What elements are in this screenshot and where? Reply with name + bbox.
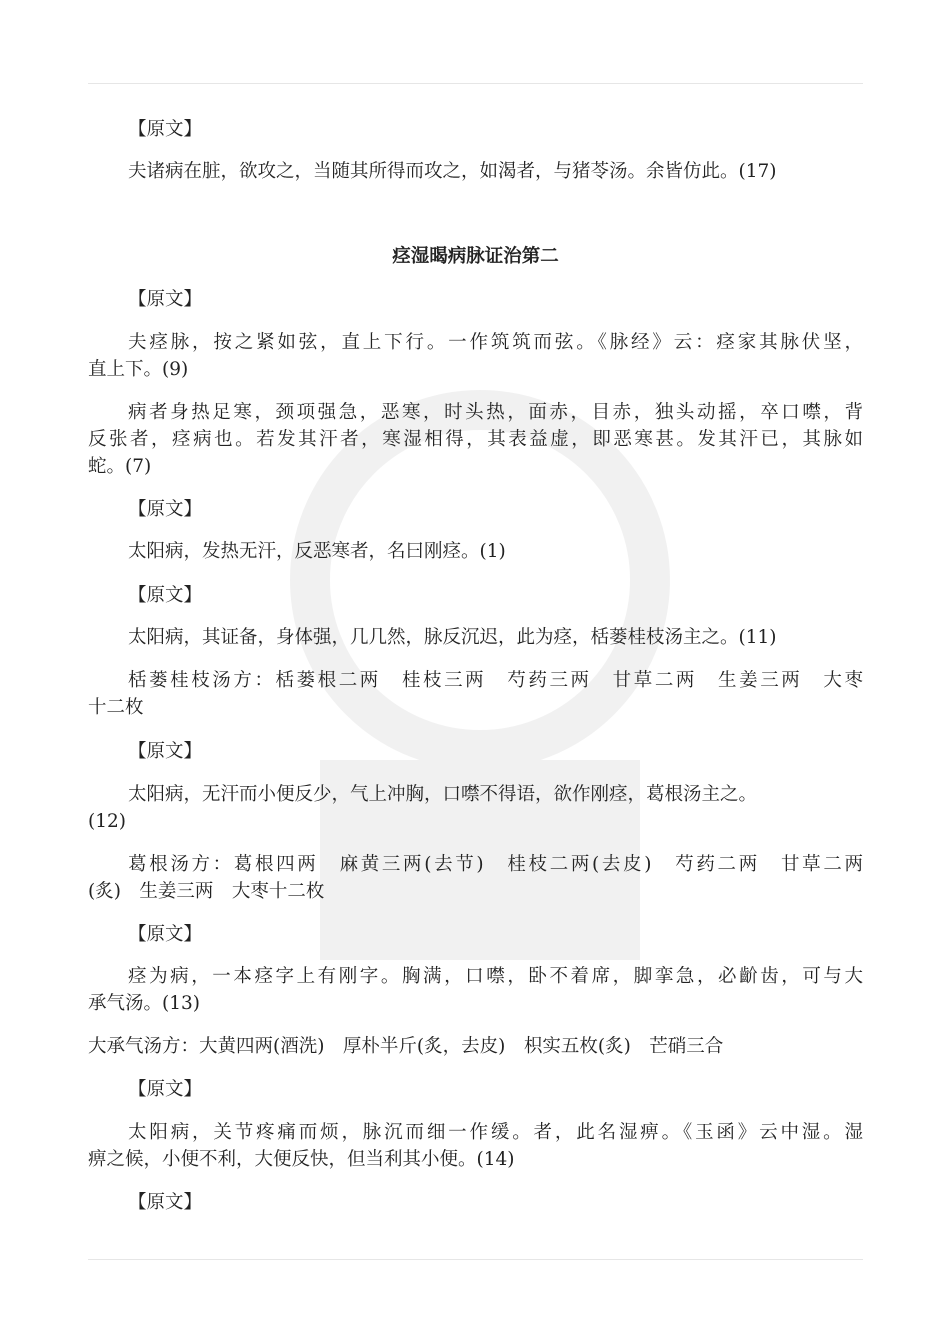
- paragraph-line: 夫痉脉，按之紧如弦，直上下行。一作筑筑而弦。《脉经》云：痉家其脉伏坚，: [128, 332, 863, 353]
- paragraph-line: 承气汤。(13): [88, 993, 200, 1014]
- paragraph-line: 痹之候，小便不利，大便反快，但当利其小便。(14): [88, 1149, 515, 1170]
- paragraph-line: (12): [88, 811, 126, 832]
- paragraph-line: 太阳病，无汗而小便反少，气上冲胸，口噤不得语，欲作刚痉，葛根汤主之。: [128, 784, 758, 805]
- top-divider: [88, 83, 863, 84]
- paragraph-line: 夫诸病在脏，欲攻之，当随其所得而攻之，如渴者，与猪苓汤。余皆仿此。(17): [128, 161, 777, 182]
- section-label: 【原文】: [128, 499, 203, 520]
- formula-line: (炙) 生姜三两 大枣十二枚: [88, 881, 325, 902]
- paragraph-line: 太阳病，关节疼痛而烦，脉沉而细一作缓。者，此名湿痹。《玉函》云中湿。湿: [128, 1122, 863, 1143]
- formula-line: 大承气汤方：大黄四两(酒洗) 厚朴半斤(炙，去皮) 枳实五枚(炙) 芒硝三合: [88, 1036, 724, 1057]
- chapter-title: 痉湿暍病脉证治第二: [392, 246, 559, 267]
- paragraph-line: 痉为病，一本痉字上有刚字。胸满，口噤，卧不着席，脚挛急，必齘齿，可与大: [128, 966, 863, 987]
- paragraph-line: 病者身热足寒，颈项强急，恶寒，时头热，面赤，目赤，独头动摇，卒口噤，背: [128, 402, 863, 423]
- paragraph-line: 蛇。(7): [88, 456, 152, 477]
- formula-line: 葛根汤方：葛根四两 麻黄三两(去节) 桂枝二两(去皮) 芍药二两 甘草二两: [128, 854, 863, 875]
- section-label: 【原文】: [128, 119, 203, 140]
- section-label: 【原文】: [128, 1079, 203, 1100]
- section-label: 【原文】: [128, 585, 203, 606]
- section-label: 【原文】: [128, 924, 203, 945]
- paragraph-line: 太阳病，发热无汗，反恶寒者，名曰刚痉。(1): [128, 541, 506, 562]
- section-label: 【原文】: [128, 289, 203, 310]
- paragraph-line: 直上下。(9): [88, 359, 189, 380]
- formula-line: 栝蒌桂枝汤方：栝蒌根二两 桂枝三两 芍药三两 甘草二两 生姜三两 大枣: [128, 670, 863, 691]
- bottom-divider: [88, 1259, 863, 1260]
- section-label: 【原文】: [128, 1192, 203, 1213]
- paragraph-line: 太阳病，其证备，身体强，几几然，脉反沉迟，此为痉，栝蒌桂枝汤主之。(11): [128, 627, 777, 648]
- paragraph-line: 反张者，痉病也。若发其汗者，寒湿相得，其表益虚，即恶寒甚。发其汗已，其脉如: [88, 429, 863, 450]
- section-label: 【原文】: [128, 741, 203, 762]
- formula-line: 十二枚: [88, 697, 144, 718]
